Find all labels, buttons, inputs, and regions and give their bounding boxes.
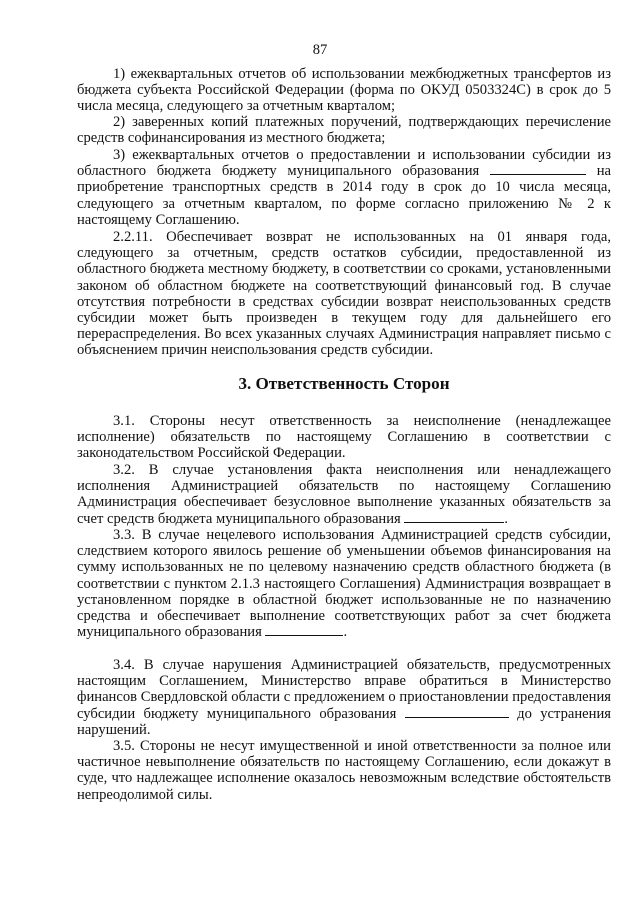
blank-line <box>404 522 504 523</box>
paragraph-3-5 <box>77 738 611 803</box>
paragraph-text: 1) ежеквартальных отчетов об использовании межбюджетных трансфертов из бюджета субъекта Российской Федерации (форма по ОКУД 0503324С) в срок до 5 числа месяца, следующего за отчетным кварталом; <box>77 66 611 115</box>
paragraph-3-1 <box>77 413 611 462</box>
paragraph-subsidy-reports <box>77 147 611 228</box>
paragraph-text: 3) ежеквартальных отчетов о предоставлении и использовании субсидии из областного бюджета бюджету муниципального образования <box>77 147 611 180</box>
paragraph-text: . <box>343 624 348 641</box>
paragraph-text: 2.2.11. Обеспечивает возврат не использованных на 01 января года, следующего за отчетным, средств остатков субсидии, предоставленной из областного бюджета местному бюджету, в соответствии со сроками, установленными законом об областном бюджете на соответствующий финансовый год. В случае отсутствия потребности в средствах субсидии возврат неиспользованных средств субсидии может быть произведен в текущем году для дальнейшего его перераспределения. Во всех указанных случаях Администрация направляет письмо с объяснением причин неиспользования средств субсидии. <box>77 229 611 359</box>
section-heading: 3. Ответственность Сторон <box>238 374 450 393</box>
paragraph-text: . <box>504 510 509 527</box>
paragraph-text: 3.1. Стороны несут ответственность за неисполнение (ненадлежащее исполнение) обязательств по настоящему Соглашению в соответствии с законодательством Российской Федерации. <box>77 413 611 462</box>
blank-line <box>265 635 343 636</box>
paragraph-text: 3.3. В случае нецелевого использования Администрацией средств субсидии, следствием которого явилось решение об уменьшении объемов финансирования на сумму использованных не по целевому назначению средств областного бюджета (в соответствии с пунктом 2.1.3 настоящего Соглашения) Администрация возвращает в установленном порядке в областной бюджет использованные не по назначению средства и обеспечивает выполнение соответствующих работ за счет бюджета муниципального образования <box>77 527 611 641</box>
paragraph-reports-transfers <box>77 66 611 115</box>
page-number: 87 <box>312 42 328 58</box>
paragraph-text: 3.5. Стороны не несут имущественной и иной ответственности за полное или частичное невыполнение обязательств по настоящему Соглашению, если докажут в суде, что надлежащее исполнение оказалось невозможным вследствие обстоятельств непреодолимой силы. <box>77 738 611 803</box>
paragraph-text: 3.4. В случае нарушения Администрацией обязательств, предусмотренных настоящим Соглашением, Министерство вправе обратиться в Министерство финансов Свердловской области с предложением о приостановлении предоставления субсидии бюджету муниципального образования <box>77 657 611 722</box>
paragraph-text: 3.2. В случае установления факта неисполнения или ненадлежащего исполнения Администрацией обязательств по настоящему Соглашению Администрация обеспечивает безусловное выполнение указанных обязательств за счет средств бюджета муниципального образования <box>77 462 611 527</box>
paragraph-3-4 <box>77 657 611 738</box>
paragraph-2-2-11 <box>77 229 611 359</box>
paragraph-text: 2) заверенных копий платежных поручений, подтверждающих перечисление средств софинансирования из местного бюджета; <box>77 114 611 147</box>
paragraph-payment-copies <box>77 114 611 146</box>
paragraph-3-2 <box>77 462 611 527</box>
paragraph-text: на приобретение транспортных средств в 2014 году в срок до 10 числа месяца, следующего за отчетным кварталом, по форме согласно приложению № 2 к настоящему Соглашению. <box>77 163 611 228</box>
paragraph-text: до устранения нарушений. <box>77 705 611 738</box>
paragraph-3-3 <box>77 527 611 640</box>
blank-line <box>490 174 586 175</box>
blank-line <box>405 717 509 718</box>
